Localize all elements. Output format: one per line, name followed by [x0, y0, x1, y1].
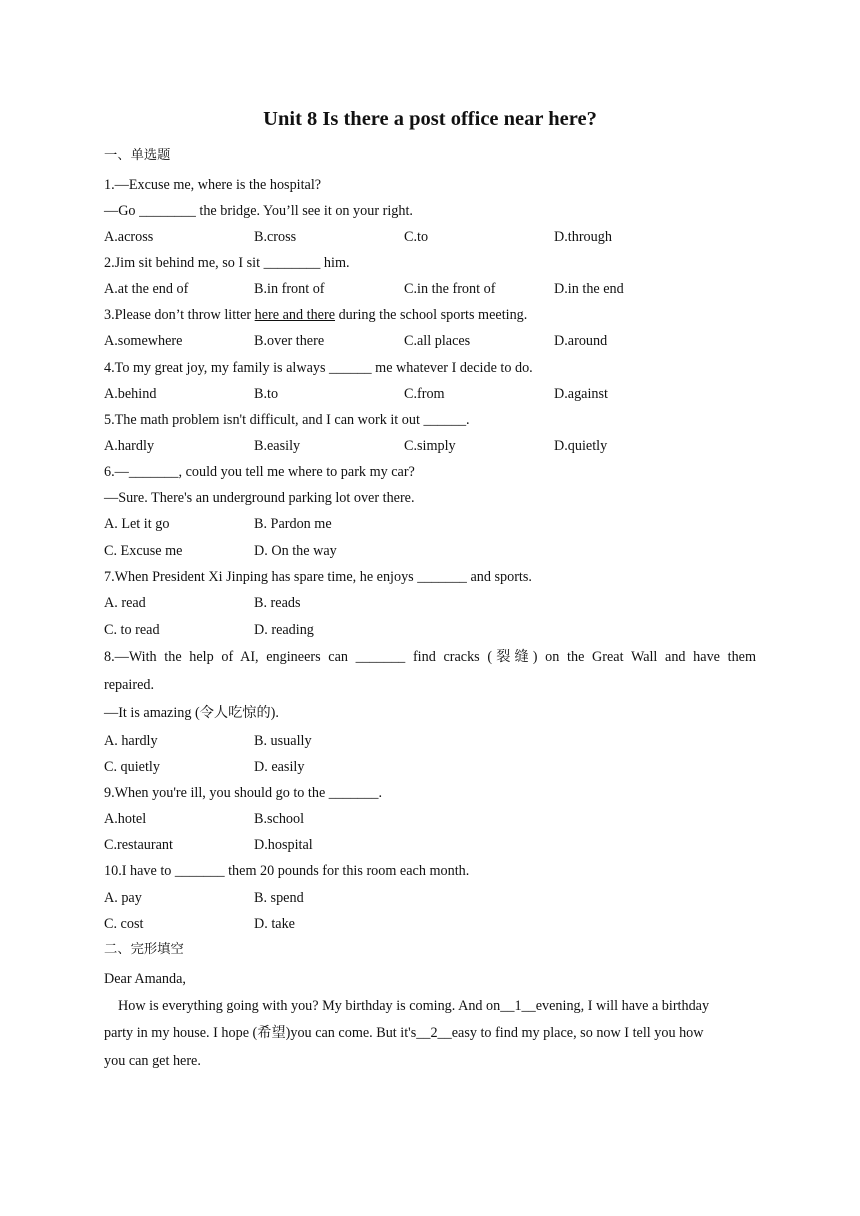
question-1-option-b: B.cross: [254, 229, 297, 245]
question-3-option-b: B.over there: [254, 333, 325, 349]
question-3-stem-post: during the school sports meeting.: [335, 307, 528, 323]
question-2-stem: 2.Jim sit behind me, so I sit ________ him.: [104, 255, 350, 271]
question-5-stem: 5.The math problem isn't difficult, and I can work it out ______.: [104, 412, 470, 428]
question-9-option-a: A.hotel: [104, 811, 147, 827]
question-2-option-b: B.in front of: [254, 281, 325, 297]
cloze-text: evening, I will have a birthday: [535, 998, 710, 1014]
question-2-option-c: C.in the front of: [404, 281, 496, 297]
question-1-line2: —Go ________ the bridge. You’ll see it on your right.: [104, 203, 413, 219]
question-8-option-c: C. quietly: [104, 759, 160, 775]
question-7-stem: 7.When President Xi Jinping has spare time, he enjoys _______ and sports.: [104, 569, 532, 585]
question-9-option-c: C.restaurant: [104, 837, 173, 853]
question-6-option-d: D. On the way: [254, 543, 337, 559]
question-5-option-c: C.simply: [404, 438, 456, 454]
question-6-option-c: C. Excuse me: [104, 543, 183, 559]
section-heading-cloze: 二、完形填空: [104, 942, 184, 957]
question-1-option-a: A.across: [104, 229, 154, 245]
question-3-option-c: C.all places: [404, 333, 471, 349]
question-6-option-b: B. Pardon me: [254, 516, 332, 532]
page-title: Unit 8 Is there a post office near here?: [263, 108, 597, 130]
cloze-text: easy to find my place, so now I tell you how: [451, 1025, 704, 1041]
question-6-option-a: A. Let it go: [104, 516, 170, 532]
cloze-paragraph-line-3: you can get here.: [104, 1053, 201, 1069]
question-8-stem-continued: repaired.: [104, 677, 155, 693]
cloze-text: How is everything going with you? My birthday is coming. And on: [118, 998, 501, 1014]
question-10-stem: 10.I have to _______ them 20 pounds for this room each month.: [104, 863, 470, 879]
question-9-option-b: B.school: [254, 811, 305, 827]
question-8-option-a: A. hardly: [104, 733, 158, 749]
question-7-option-d: D. reading: [254, 622, 314, 638]
question-4-option-a: A.behind: [104, 386, 157, 402]
question-4-stem: 4.To my great joy, my family is always ______ me whatever I decide to do.: [104, 360, 533, 376]
cloze-paragraph-line-1: [118, 997, 709, 1015]
section-heading-multiple-choice: 一、单选题: [104, 148, 171, 163]
question-7-option-c: C. to read: [104, 622, 160, 638]
question-10-option-b: B. spend: [254, 890, 304, 906]
question-4-option-b: B.to: [254, 386, 279, 402]
question-8-line2: —It is amazing (令人吃惊的).: [104, 705, 279, 721]
question-1-option-c: C.to: [404, 229, 429, 245]
question-8-option-d: D. easily: [254, 759, 305, 775]
question-9-stem: 9.When you're ill, you should go to the _______.: [104, 785, 383, 801]
question-3-option-a: A.somewhere: [104, 333, 183, 349]
cloze-blank-1: __1__: [500, 998, 536, 1014]
question-1-stem: 1.—Excuse me, where is the hospital?: [104, 177, 322, 193]
question-6-line2: —Sure. There's an underground parking lot over there.: [104, 490, 415, 506]
question-5-option-b: B.easily: [254, 438, 301, 454]
question-3-option-d: D.around: [554, 333, 608, 349]
question-9-option-d: D.hospital: [254, 837, 313, 853]
question-5-option-d: D.quietly: [554, 438, 608, 454]
question-2-option-d: D.in the end: [554, 281, 624, 297]
question-10-option-c: C. cost: [104, 916, 144, 932]
question-1-option-d: D.through: [554, 229, 612, 245]
question-8-stem: 8.—With the help of AI, engineers can _______ find cracks (裂缝) on the Great Wall and have them: [104, 649, 756, 665]
question-3-underlined-phrase: here and there: [254, 307, 336, 323]
cloze-blank-2: __2__: [416, 1025, 452, 1041]
question-3-stem: [104, 306, 527, 324]
question-2-option-a: A.at the end of: [104, 281, 189, 297]
question-7-option-b: B. reads: [254, 595, 301, 611]
question-6-stem: 6.—_______, could you tell me where to park my car?: [104, 464, 415, 480]
question-3-stem-pre: 3.Please don’t throw litter: [104, 307, 255, 323]
question-7-option-a: A. read: [104, 595, 146, 611]
question-10-option-a: A. pay: [104, 890, 142, 906]
question-10-option-d: D. take: [254, 916, 295, 932]
cloze-text: party in my house. I hope (希望)you can come. But it's: [104, 1025, 417, 1041]
question-4-option-d: D.against: [554, 386, 608, 402]
question-5-option-a: A.hardly: [104, 438, 155, 454]
cloze-greeting: Dear Amanda,: [104, 971, 186, 987]
question-4-option-c: C.from: [404, 386, 445, 402]
question-8-option-b: B. usually: [254, 733, 312, 749]
cloze-paragraph-line-2: [104, 1024, 704, 1042]
